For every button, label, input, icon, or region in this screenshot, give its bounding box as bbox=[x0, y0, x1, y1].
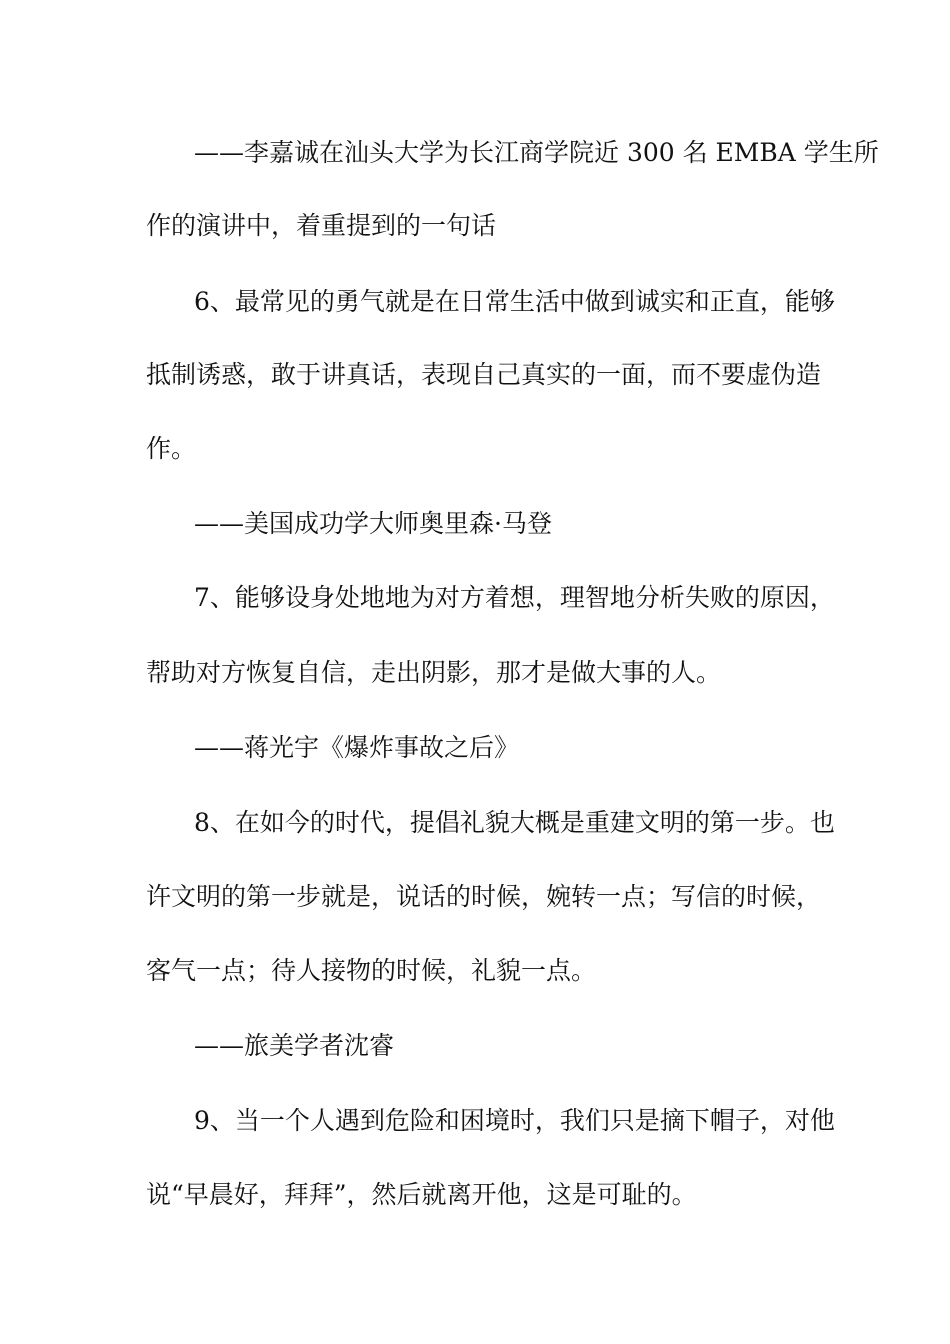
text-line: 作的演讲中，着重提到的一句话 bbox=[146, 211, 497, 240]
text-line: 许文明的第一步就是，说话的时候，婉转一点；写信的时候， bbox=[146, 882, 822, 911]
attribution-line: ——美国成功学大师奥里森·马登 bbox=[194, 509, 552, 538]
quote-6-line: 6、最常见的勇气就是在日常生活中做到诚实和正直，能够 bbox=[194, 287, 835, 316]
quote-8-line: 8、在如今的时代，提倡礼貌大概是重建文明的第一步。也 bbox=[194, 808, 835, 837]
attribution-line: ——蒋光宇《爆炸事故之后》 bbox=[194, 733, 520, 762]
attribution-line: ——李嘉诚在汕头大学为长江商学院近 300 名 EMBA 学生所 bbox=[194, 138, 879, 167]
text-line: 客气一点；待人接物的时候，礼貌一点。 bbox=[146, 956, 597, 985]
text-line: 说“早晨好，拜拜”，然后就离开他，这是可耻的。 bbox=[146, 1180, 697, 1209]
text-line: 作。 bbox=[146, 434, 197, 463]
text-line: 帮助对方恢复自信，走出阴影，那才是做大事的人。 bbox=[146, 658, 722, 687]
attribution-line: ——旅美学者沈睿 bbox=[194, 1031, 395, 1060]
quote-9-line: 9、当一个人遇到危险和困境时，我们只是摘下帽子，对他 bbox=[194, 1106, 835, 1135]
text-line: 抵制诱惑，敢于讲真话，表现自己真实的一面，而不要虚伪造 bbox=[146, 360, 822, 389]
quote-7-line: 7、能够设身处地地为对方着想，理智地分析失败的原因， bbox=[194, 583, 835, 612]
